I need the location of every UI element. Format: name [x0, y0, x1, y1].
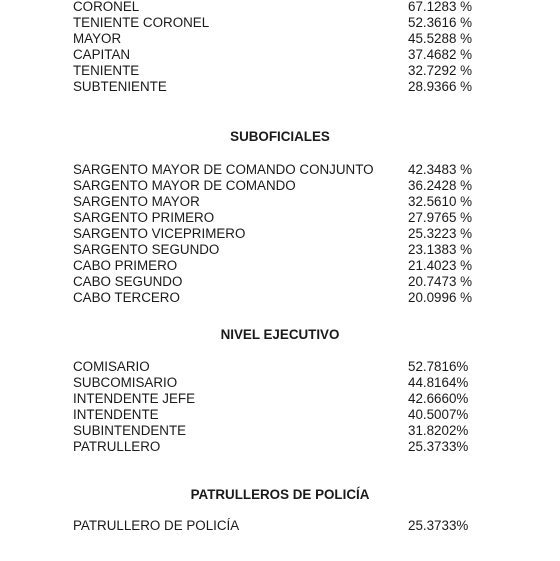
- table-row: [73, 226, 493, 242]
- suboficiales-table: [73, 162, 493, 306]
- percentage-value: 32.7292 %: [408, 63, 473, 78]
- table-row: [73, 79, 493, 95]
- percentage-value: 52.3616 %: [408, 15, 473, 30]
- officers-table: [73, 0, 493, 95]
- percentage-value: 44.8164%: [408, 375, 469, 390]
- table-row: [73, 242, 493, 258]
- percentage-value: 25.3733%: [408, 439, 469, 454]
- table-row: [73, 274, 493, 290]
- table-row: [73, 439, 493, 455]
- rank-label: CABO TERCERO: [73, 290, 180, 305]
- percentage-value: 20.7473 %: [408, 274, 473, 289]
- percentage-value: 36.2428 %: [408, 178, 473, 193]
- section-heading-suboficiales: SUBOFICIALES: [230, 129, 330, 144]
- percentage-value: 27.9765 %: [408, 210, 473, 225]
- percentage-value: 21.4023 %: [408, 258, 473, 273]
- rank-label: SARGENTO MAYOR DE COMANDO CONJUNTO: [73, 162, 374, 177]
- percentage-value: 25.3733%: [408, 518, 469, 533]
- table-row: [73, 210, 493, 226]
- percentage-value: 20.0996 %: [408, 290, 473, 305]
- table-row: [73, 423, 493, 439]
- rank-label: TENIENTE: [73, 63, 140, 78]
- rank-label: PATRULLERO: [73, 439, 161, 454]
- rank-label: CORONEL: [73, 0, 140, 14]
- table-row: [73, 162, 493, 178]
- percentage-value: 23.1383 %: [408, 242, 473, 257]
- rank-label: CAPITAN: [73, 47, 131, 62]
- rank-label: MAYOR: [73, 31, 122, 46]
- percentage-value: 45.5288 %: [408, 31, 473, 46]
- patrulleros-table: [73, 518, 493, 534]
- table-row: [73, 178, 493, 194]
- table-row: [73, 31, 493, 47]
- rank-label: SARGENTO MAYOR DE COMANDO: [73, 178, 296, 193]
- rank-label: SUBINTENDENTE: [73, 423, 187, 438]
- rank-label: TENIENTE CORONEL: [73, 15, 210, 30]
- rank-label: SARGENTO SEGUNDO: [73, 242, 220, 257]
- rank-label: CABO SEGUNDO: [73, 274, 183, 289]
- percentage-value: 42.6660%: [408, 391, 469, 406]
- percentage-value: 31.8202%: [408, 423, 469, 438]
- table-row: [73, 63, 493, 79]
- percentage-value: 40.5007%: [408, 407, 469, 422]
- table-row: [73, 258, 493, 274]
- percentage-value: 25.3223 %: [408, 226, 473, 241]
- rank-label: INTENDENTE JEFE: [73, 391, 196, 406]
- table-row: [73, 359, 493, 375]
- rank-label: INTENDENTE: [73, 407, 159, 422]
- percentage-value: 67.1283 %: [408, 0, 473, 14]
- percentage-value: 37.4682 %: [408, 47, 473, 62]
- table-row: [73, 194, 493, 210]
- rank-label: SARGENTO PRIMERO: [73, 210, 215, 225]
- table-row: [73, 375, 493, 391]
- nivel-ejecutivo-table: [73, 359, 493, 455]
- rank-label: PATRULLERO DE POLICÍA: [73, 518, 240, 533]
- rank-label: SARGENTO VICEPRIMERO: [73, 226, 246, 241]
- rank-label: SUBCOMISARIO: [73, 375, 178, 390]
- table-row: [73, 290, 493, 306]
- section-heading-nivel-ejecutivo: NIVEL EJECUTIVO: [220, 327, 340, 342]
- rank-label: COMISARIO: [73, 359, 150, 374]
- percentage-value: 52.7816%: [408, 359, 469, 374]
- rank-label: SARGENTO MAYOR: [73, 194, 200, 209]
- rank-label: CABO PRIMERO: [73, 258, 178, 273]
- section-heading-patrulleros-de-policia: PATRULLEROS DE POLICÍA: [190, 487, 370, 502]
- table-row: [73, 518, 493, 534]
- table-row: [73, 407, 493, 423]
- table-row: [73, 0, 493, 15]
- table-row: [73, 47, 493, 63]
- percentage-value: 28.9366 %: [408, 79, 473, 94]
- rank-label: SUBTENIENTE: [73, 79, 167, 94]
- percentage-value: 32.5610 %: [408, 194, 473, 209]
- table-row: [73, 391, 493, 407]
- table-row: [73, 15, 493, 31]
- percentage-value: 42.3483 %: [408, 162, 473, 177]
